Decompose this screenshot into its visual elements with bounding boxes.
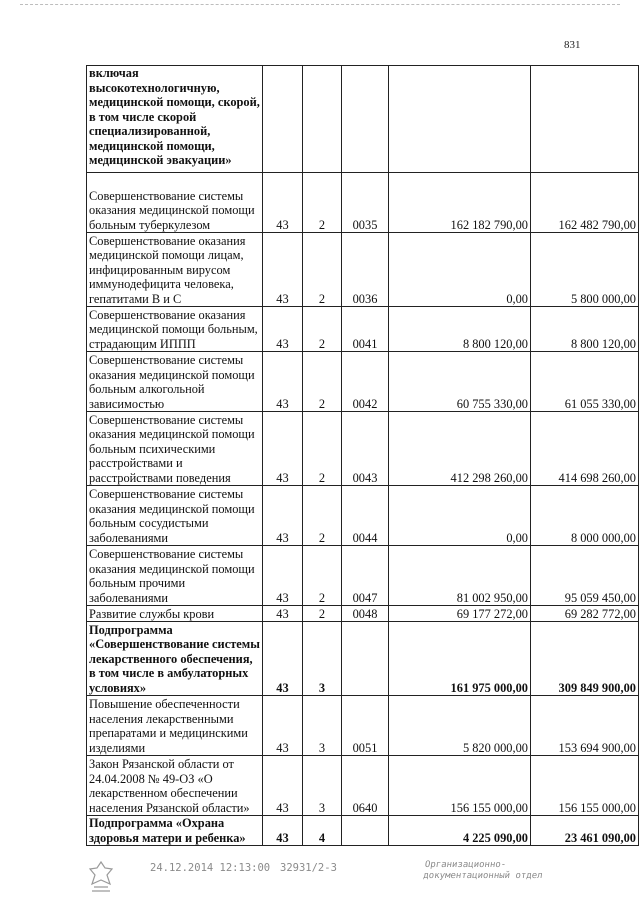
row-code-2: 2 <box>303 233 342 307</box>
row-value-2: 69 282 772,00 <box>531 606 639 622</box>
row-value-1: 161 975 000,00 <box>389 622 531 696</box>
table-row <box>87 66 639 173</box>
row-code-1: 43 <box>263 696 303 756</box>
row-code-2: 2 <box>303 546 342 606</box>
row-code-3: 0042 <box>342 352 389 412</box>
row-code-2: 3 <box>303 696 342 756</box>
top-scan-edge <box>20 4 620 5</box>
row-name: Совершенствование системы оказания медицинской помощи больным туберкулезом <box>87 173 263 233</box>
row-value-2 <box>531 66 639 173</box>
row-code-3: 0041 <box>342 307 389 352</box>
table-row <box>87 233 639 307</box>
row-code-3: 0047 <box>342 546 389 606</box>
row-value-1: 0,00 <box>389 486 531 546</box>
row-code-1: 43 <box>263 756 303 816</box>
row-name: Подпрограмма «Совершенствование системы лекарственного обеспечения, в том числе в амбулаторных условиях» <box>87 622 263 696</box>
table-row <box>87 622 639 696</box>
row-value-2: 23 461 090,00 <box>531 816 639 846</box>
department-stamp <box>422 860 544 882</box>
row-name: Повышение обеспеченности населения лекарственными препаратами и медицинскими изделиями <box>87 696 263 756</box>
table-row <box>87 486 639 546</box>
row-code-1: 43 <box>263 816 303 846</box>
footer-date: 24.12.2014 12:13:00 <box>150 862 271 874</box>
row-code-3 <box>342 622 389 696</box>
row-code-1: 43 <box>263 173 303 233</box>
budget-table <box>86 65 639 846</box>
table-row <box>87 756 639 816</box>
row-code-1: 43 <box>263 606 303 622</box>
row-value-2: 153 694 900,00 <box>531 696 639 756</box>
row-name: Развитие службы крови <box>87 606 263 622</box>
row-value-1: 162 182 790,00 <box>389 173 531 233</box>
row-name: Подпрограмма «Охрана здоровья матери и ребенка» <box>87 816 263 846</box>
row-code-3: 0044 <box>342 486 389 546</box>
row-code-1: 43 <box>263 352 303 412</box>
row-code-2: 3 <box>303 756 342 816</box>
table-row <box>87 307 639 352</box>
row-code-1 <box>263 66 303 173</box>
row-code-3: 0035 <box>342 173 389 233</box>
row-code-3 <box>342 816 389 846</box>
department-line-2: документационный отдел <box>422 871 544 881</box>
table-row <box>87 606 639 622</box>
row-code-2: 2 <box>303 412 342 486</box>
department-line-1: Организационно- <box>424 860 507 870</box>
table-row <box>87 696 639 756</box>
row-value-1: 4 225 090,00 <box>389 816 531 846</box>
page-number: 831 <box>564 39 581 51</box>
row-code-3: 0051 <box>342 696 389 756</box>
row-code-2 <box>303 66 342 173</box>
row-value-1: 0,00 <box>389 233 531 307</box>
row-name: Совершенствование оказания медицинской помощи лицам, инфицированным вирусом иммунодефицита человека, гепатитами В и С <box>87 233 263 307</box>
row-name: Совершенствование системы оказания медицинской помощи больным сосудистыми заболеваниями <box>87 486 263 546</box>
row-code-1: 43 <box>263 486 303 546</box>
row-code-2: 2 <box>303 352 342 412</box>
row-value-2: 95 059 450,00 <box>531 546 639 606</box>
row-value-2: 309 849 900,00 <box>531 622 639 696</box>
row-name: Совершенствование системы оказания медицинской помощи больным психическими расстройствами и расстройствами поведения <box>87 412 263 486</box>
row-name: включая высокотехнологичную, медицинской помощи, скорой, в том числе скорой специализированной, медицинской помощи, медицинской эвакуации» <box>87 66 263 173</box>
row-code-2: 3 <box>303 622 342 696</box>
row-value-1: 69 177 272,00 <box>389 606 531 622</box>
row-code-1: 43 <box>263 412 303 486</box>
row-value-1: 412 298 260,00 <box>389 412 531 486</box>
row-value-1 <box>389 66 531 173</box>
row-code-3 <box>342 66 389 173</box>
row-value-1: 8 800 120,00 <box>389 307 531 352</box>
row-code-3: 0640 <box>342 756 389 816</box>
row-value-1: 5 820 000,00 <box>389 696 531 756</box>
row-value-2: 5 800 000,00 <box>531 233 639 307</box>
row-value-2: 156 155 000,00 <box>531 756 639 816</box>
row-value-2: 162 482 790,00 <box>531 173 639 233</box>
row-code-2: 4 <box>303 816 342 846</box>
footer <box>0 858 640 898</box>
row-value-2: 8 800 120,00 <box>531 307 639 352</box>
row-code-2: 2 <box>303 307 342 352</box>
row-code-3: 0048 <box>342 606 389 622</box>
table-row <box>87 173 639 233</box>
row-code-3: 0036 <box>342 233 389 307</box>
row-code-2: 2 <box>303 606 342 622</box>
table-row <box>87 816 639 846</box>
row-name: Совершенствование оказания медицинской помощи больным, страдающим ИППП <box>87 307 263 352</box>
row-value-1: 81 002 950,00 <box>389 546 531 606</box>
table-row <box>87 352 639 412</box>
row-value-2: 61 055 330,00 <box>531 352 639 412</box>
row-code-3: 0043 <box>342 412 389 486</box>
row-name: Совершенствование системы оказания медицинской помощи больным прочими заболеваниями <box>87 546 263 606</box>
table-row <box>87 546 639 606</box>
emblem-icon <box>86 860 116 894</box>
row-value-1: 156 155 000,00 <box>389 756 531 816</box>
row-value-1: 60 755 330,00 <box>389 352 531 412</box>
row-value-2: 8 000 000,00 <box>531 486 639 546</box>
row-code-1: 43 <box>263 546 303 606</box>
row-name: Совершенствование системы оказания медицинской помощи больным алкогольной зависимостью <box>87 352 263 412</box>
row-name: Закон Рязанской области от 24.04.2008 № 49-ОЗ «О лекарственном обеспечении населения Рязанской области» <box>87 756 263 816</box>
row-code-1: 43 <box>263 307 303 352</box>
table-row <box>87 412 639 486</box>
row-code-1: 43 <box>263 233 303 307</box>
row-code-2: 2 <box>303 173 342 233</box>
row-value-2: 414 698 260,00 <box>531 412 639 486</box>
footer-code: 32931/2-3 <box>280 862 337 874</box>
row-code-1: 43 <box>263 622 303 696</box>
row-code-2: 2 <box>303 486 342 546</box>
